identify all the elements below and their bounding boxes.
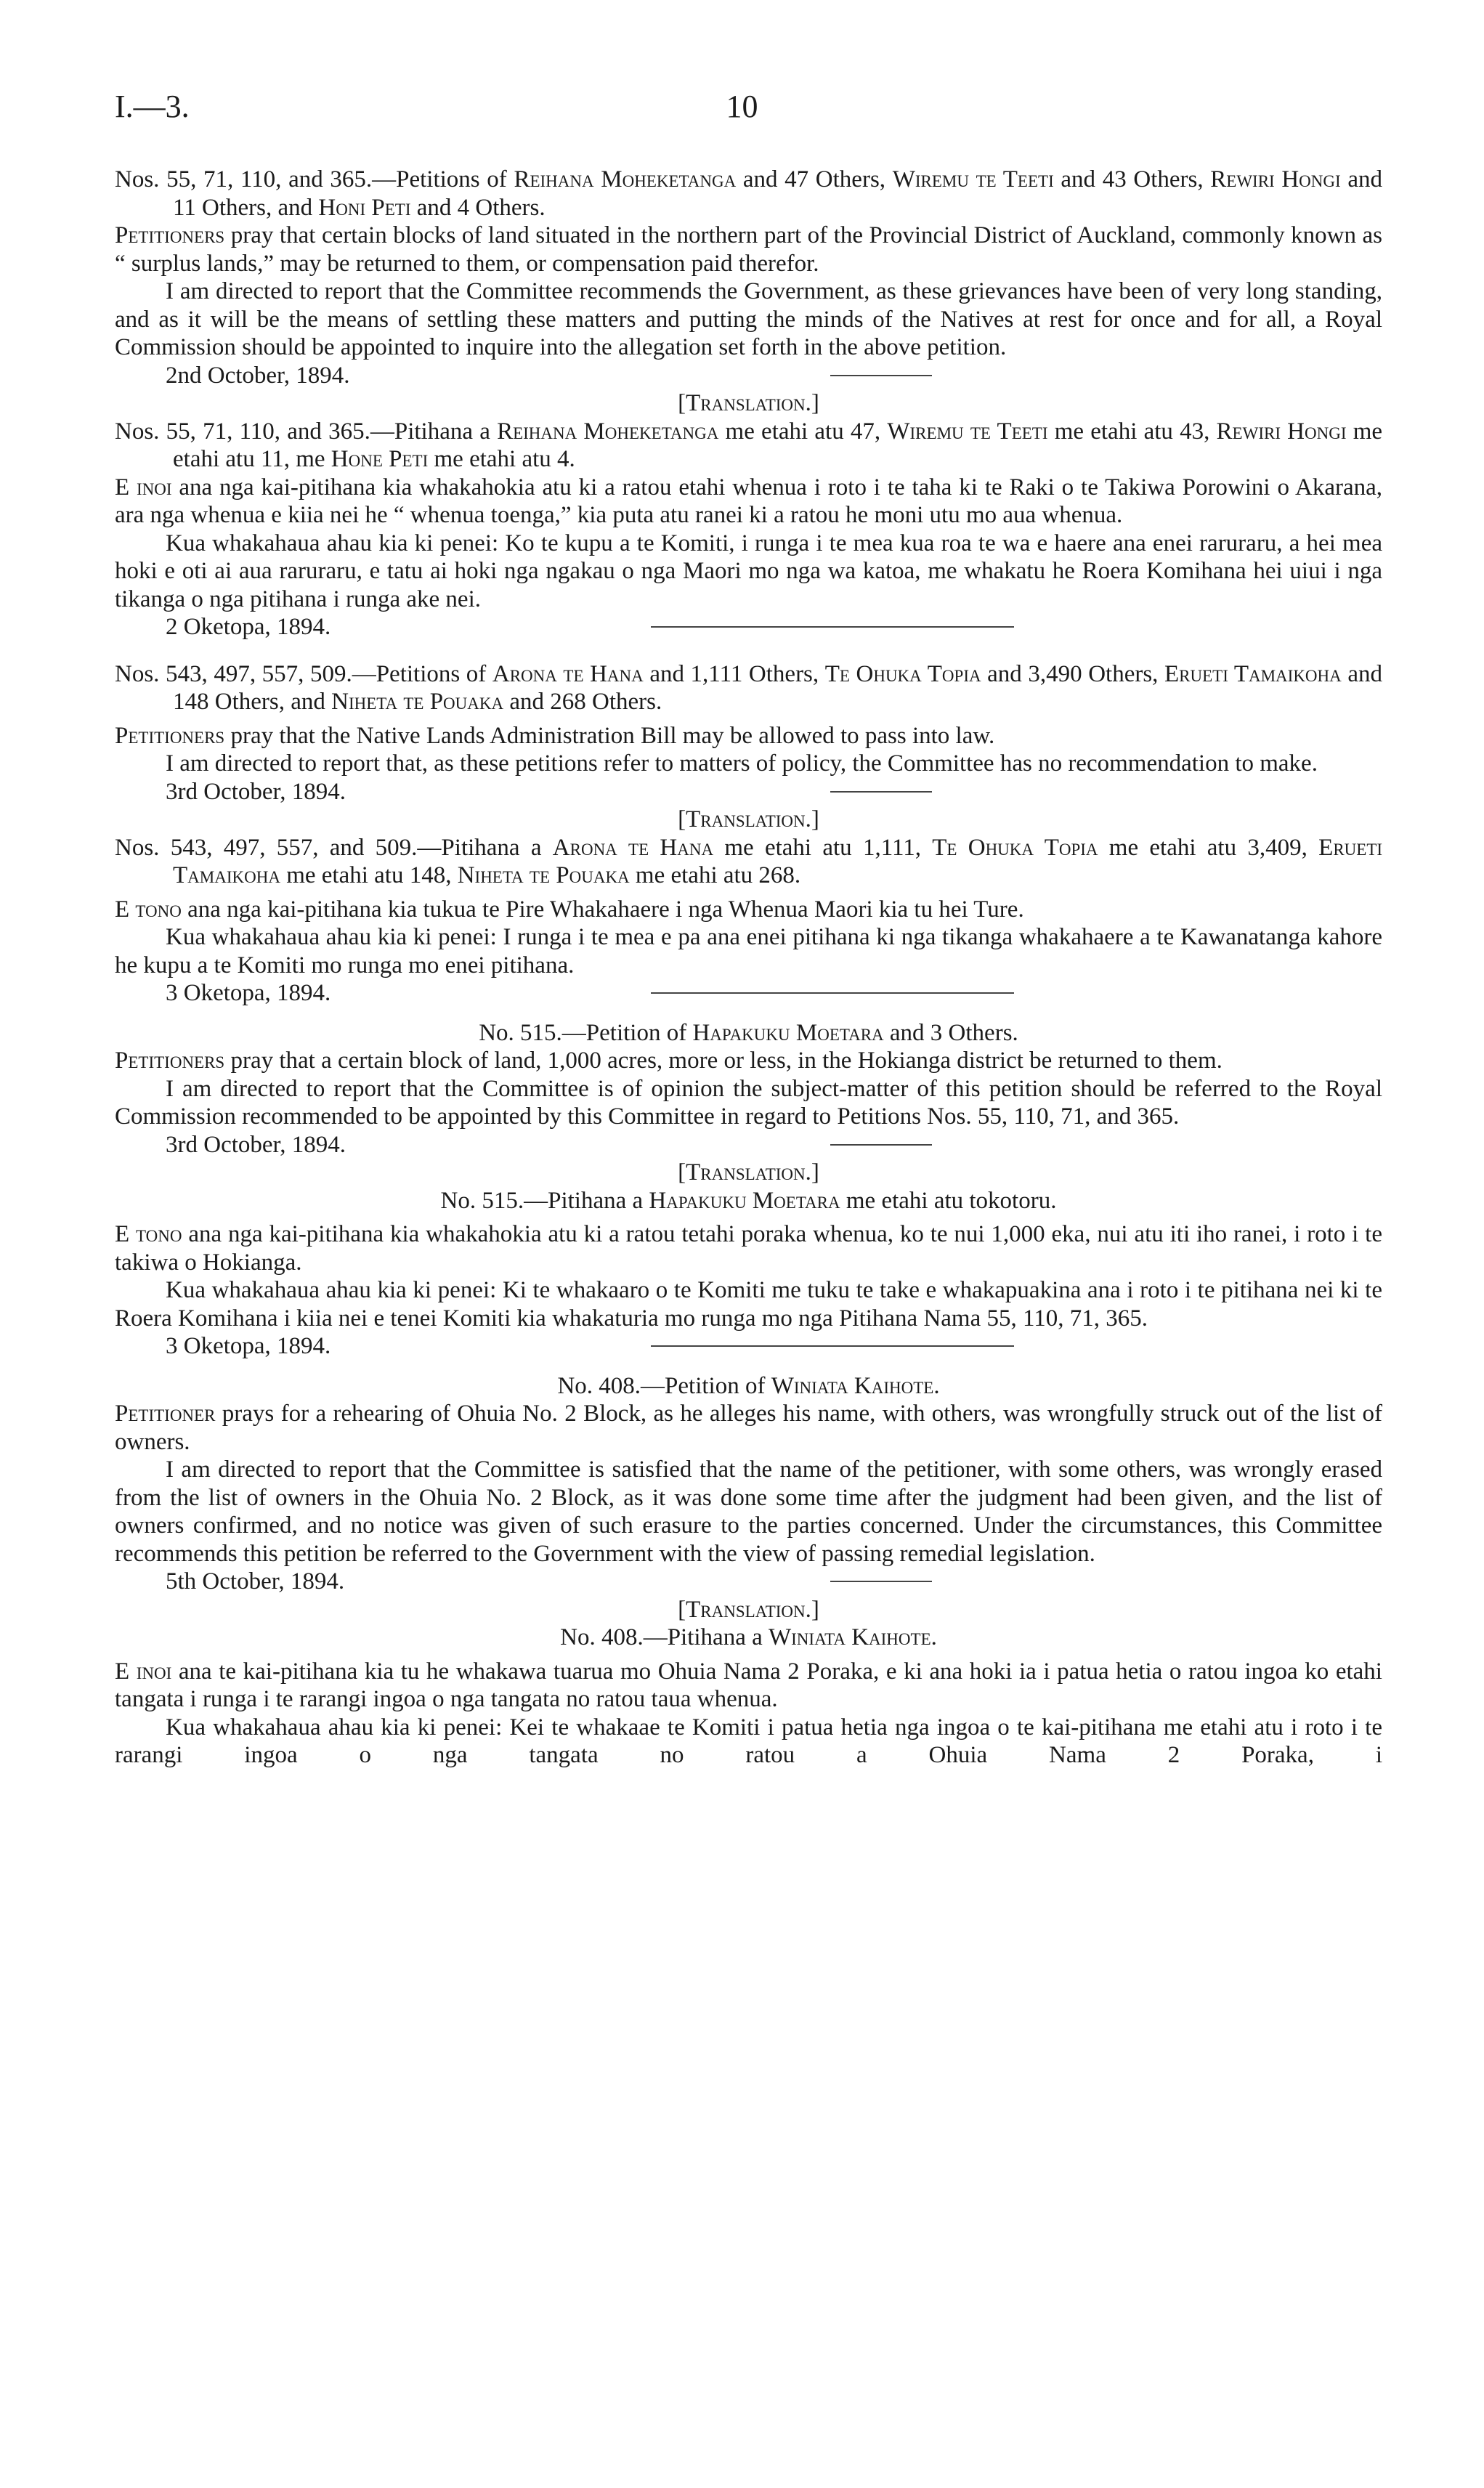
short-divider <box>830 1581 932 1582</box>
translation-report: Kua whakahaua ahau kia ki penei: Ki te whakaaro o te Komiti me tuku te take e whakapuakina ana i roto i te pitihana nei ki te Roera Komihana i kiia nei e tenei Komiti kia whakaturia mo runga mo nga Pitihana Nama 55, 110, 71, 365. <box>115 1277 1382 1332</box>
section-divider <box>651 1345 1014 1347</box>
translation-date: 3 Oketopa, 1894. <box>166 980 331 1006</box>
parliamentary-paper-reference: I.—3. <box>115 89 190 124</box>
committee-report: I am directed to report that the Committee recommends the Government, as these grievances have been of very long standing, and as it will be the means of settling these matters and putting the minds of the Natives at rest for once and for all, a Royal Commission should be appointed to inquire into the allegation set forth in the above petition. <box>115 278 1382 360</box>
report-date: 3rd October, 1894. <box>166 1131 346 1158</box>
translation-heading: No. 408.—Pitihana a Winiata Kaihote. <box>560 1624 937 1650</box>
translation-date: 2 Oketopa, 1894. <box>166 614 331 640</box>
translation-label: [Translation.] <box>678 1159 819 1186</box>
translation-heading: Nos. 543, 497, 557, and 509.—Pitihana a Arona te Hana me etahi atu 1,111, Te Ohuka Topia me etahi atu 3,409, Erueti Tamaikoha me etahi atu 148, Niheta te Pouaka me etahi atu 268. <box>115 834 1383 888</box>
committee-report: I am directed to report that, as these petitions refer to matters of policy, the Committee has no recommendation to make. <box>166 750 1318 777</box>
petition-heading: No. 408.—Petition of Winiata Kaihote. <box>557 1372 940 1399</box>
translation-prayer: E inoi ana nga kai-pitihana kia whakahokia atu ki a ratou etahi whenua i roto i te taha ki te Raki o te Takiwa Porowini o Akarana, ara nga whenua e kiia nei he “ whenua toenga,” kia puta atu ranei ki a ratou he moni utu mo aua whenua. <box>115 474 1382 528</box>
short-divider <box>830 375 932 376</box>
committee-report: I am directed to report that the Committee is of opinion the subject-matter of this petition should be referred to the Royal Commission recommended to be appointed by this Committee in regard to Petitions Nos. 55, 110, 71, and 365. <box>115 1075 1382 1130</box>
translation-label: [Translation.] <box>678 1596 819 1623</box>
translation-report: Kua whakahaua ahau kia ki penei: Kei te whakaae te Komiti i patua hetia nga ingoa o te kai-pitihana me etahi atu i roto i te rarangi ingoa o nga tangata no ratou a Ohuia Nama 2 Poraka, i <box>115 1714 1382 1768</box>
section-divider <box>651 992 1014 994</box>
page-number: 10 <box>726 89 758 124</box>
translation-prayer: E tono ana nga kai-pitihana kia whakahokia atu ki a ratou tetahi poraka whenua, ko te nui 1,000 eka, nui atu iti iho ranei, i roto i te takiwa o Hokianga. <box>115 1221 1382 1276</box>
petition-prayer: Petitioners pray that certain blocks of land situated in the northern part of the Provincial District of Auckland, commonly known as “ surplus lands,” may be returned to them, or compensation paid therefor. <box>115 222 1382 277</box>
translation-report: Kua whakahaua ahau kia ki penei: Ko te kupu a te Komiti, i runga i te mea kua roa te wa e haere ana enei raruraru, a hei mea hoki e oti ai aua raruraru, e tatu ai hoki nga ngakau o nga Maori mo nga wa katoa, me whakatu he Roera Komihana hei uiui i nga tikanga o nga pitihana i runga ake nei. <box>115 530 1382 612</box>
translation-heading: No. 515.—Pitihana a Hapakuku Moetara me etahi atu tokotoru. <box>440 1187 1057 1214</box>
short-divider <box>830 1144 932 1146</box>
petition-heading: Nos. 55, 71, 110, and 365.—Petitions of Reihana Moheketanga and 47 Others, Wiremu te Teeti and 43 Others, Rewiri Hongi and 11 Others, and Honi Peti and 4 Others. <box>115 166 1382 221</box>
translation-label: [Translation.] <box>678 390 819 416</box>
petition-prayer: Petitioners pray that a certain block of land, 1,000 acres, more or less, in the Hokianga district be returned to them. <box>115 1048 1223 1074</box>
translation-heading: Nos. 55, 71, 110, and 365.—Pitihana a Reihana Moheketanga me etahi atu 47, Wiremu te Teeti me etahi atu 43, Rewiri Hongi me etahi atu 11, me Hone Peti me etahi atu 4. <box>115 418 1383 472</box>
petition-heading: No. 515.—Petition of Hapakuku Moetara and 3 Others. <box>479 1019 1018 1046</box>
document-body <box>115 166 1382 1770</box>
page-header <box>115 89 1369 134</box>
translation-prayer: E inoi ana te kai-pitihana kia tu he whakawa tuarua mo Ohuia Nama 2 Poraka, e ki ana hoki ia i patua hetia o ratou ingoa ko etahi tangata i runga i te rarangi ingoa o nga tangata no ratou taua whenua. <box>115 1658 1382 1712</box>
report-date: 5th October, 1894. <box>166 1568 345 1594</box>
report-date: 3rd October, 1894. <box>166 778 346 805</box>
petition-heading: Nos. 543, 497, 557, 509.—Petitions of Arona te Hana and 1,111 Others, Te Ohuka Topia and 3,490 Others, Erueti Tamaikoha and 148 Others, and Niheta te Pouaka and 268 Others. <box>115 660 1382 715</box>
section-divider <box>651 626 1014 628</box>
short-divider <box>830 791 932 793</box>
translation-report: Kua whakahaua ahau kia ki penei: I runga i te mea e pa ana enei pitihana ki nga tikanga whakahaere a te Kawanatanga kahore he kupu a te Komiti mo runga mo enei pitihana. <box>115 924 1382 978</box>
petition-prayer: Petitioners pray that the Native Lands Administration Bill may be allowed to pass into law. <box>115 722 995 749</box>
petition-prayer: Petitioner prays for a rehearing of Ohuia No. 2 Block, as he alleges his name, with others, was wrongfully struck out of the list of owners. <box>115 1401 1382 1455</box>
translation-prayer: E tono ana nga kai-pitihana kia tukua te Pire Whakahaere i nga Whenua Maori kia tu hei Ture. <box>115 896 1024 923</box>
translation-date: 3 Oketopa, 1894. <box>166 1333 331 1359</box>
committee-report: I am directed to report that the Committee is satisfied that the name of the petitioner, with some others, was wrongly erased from the list of owners in the Ohuia No. 2 Block, as it was done some time after the judgment had been given, and the list of owners confirmed, and no notice was given of such erasure to the parties concerned. Under the circumstances, this Committee recommends this petition be referred to the Government with the view of passing remedial legislation. <box>115 1456 1382 1567</box>
translation-label: [Translation.] <box>678 806 819 832</box>
report-date: 2nd October, 1894. <box>166 362 350 389</box>
